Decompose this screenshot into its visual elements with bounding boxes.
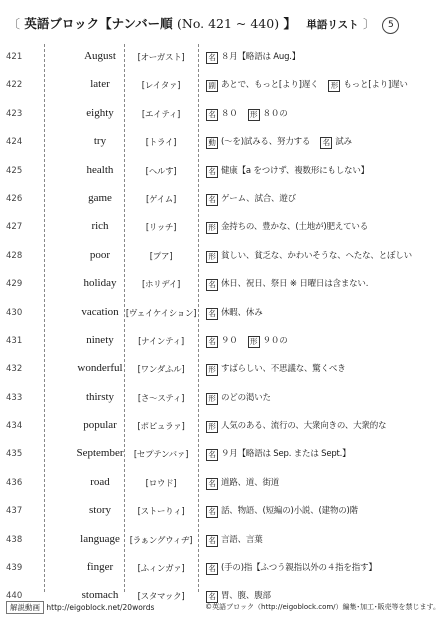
entry-number: 438: [6, 534, 23, 545]
entry-number: 432: [6, 364, 23, 375]
pos-badge: 形: [248, 109, 260, 121]
english-word: August: [84, 50, 116, 62]
pos-badge: 名: [320, 137, 332, 149]
english-word: vacation: [81, 305, 119, 318]
number-range: (No. 421 ~ 440): [177, 16, 280, 31]
entry-number: 436: [6, 477, 23, 488]
entry-number: 422: [6, 80, 23, 91]
page-footer: [6, 602, 440, 613]
english-word: later: [90, 78, 110, 91]
pos-badge: 形: [206, 222, 218, 234]
pronunciation: [ストーりィ]: [137, 507, 185, 518]
entry-number: 423: [6, 108, 23, 119]
meaning: [206, 504, 442, 518]
meaning-text: すばらしい、不思議な、驚くべき: [221, 364, 346, 375]
meaning-text: 休暇、休み: [221, 307, 263, 318]
word-row: [0, 186, 445, 214]
entry-number: 424: [6, 137, 23, 148]
entry-number: 433: [6, 392, 23, 403]
pronunciation: [ポピュラァ]: [137, 422, 185, 433]
word-row: [0, 158, 445, 186]
pos-badge: 名: [206, 449, 218, 461]
word-row: [0, 441, 445, 469]
entry-number: 426: [6, 193, 23, 204]
meaning-text-secondary: 試み: [335, 137, 352, 148]
entry-number: 428: [6, 250, 23, 261]
pronunciation: [ラぁングウィヂ]: [129, 535, 193, 546]
word-row: [0, 555, 445, 583]
word-row: [0, 385, 445, 413]
word-row: [0, 129, 445, 157]
english-word: September: [76, 447, 124, 460]
word-row: [0, 214, 445, 242]
meaning: [206, 533, 442, 547]
meaning: [206, 419, 442, 433]
meaning-text: 言語、言葉: [221, 534, 263, 545]
meaning-text: 人気のある、流行の、大衆向きの、大衆的な: [221, 421, 387, 432]
pos-badge: 動: [206, 137, 218, 149]
pronunciation: [ワンダふル]: [137, 365, 185, 376]
pos-badge: 名: [206, 535, 218, 547]
page-number-badge: 5: [382, 17, 399, 34]
meaning-text: 話、物語、(短編の)小説、(建物の)階: [221, 506, 358, 517]
word-row: [0, 271, 445, 299]
meaning-text: のどの渇いた: [221, 392, 271, 403]
pos-badge: 名: [206, 308, 218, 320]
meaning-text: 健康【a をつけず、複数形にもしない】: [221, 165, 369, 176]
meaning-text: 道路、道、街道: [221, 477, 280, 488]
entry-number: 430: [6, 307, 23, 318]
entry-number: 440: [6, 591, 23, 602]
meaning: [206, 249, 442, 263]
meaning: [206, 476, 442, 490]
pos-badge: 名: [206, 279, 218, 291]
english-word: poor: [89, 248, 111, 261]
english-word: road: [90, 475, 110, 488]
english-word: thirsty: [85, 390, 115, 403]
meaning: [206, 391, 442, 405]
meaning-text: 休日、祝日、祭日 ※ 日曜日は含まない.: [221, 279, 369, 290]
word-row: [0, 527, 445, 555]
entry-number: 425: [6, 165, 23, 176]
pos-badge: 名: [206, 166, 218, 178]
pronunciation: [リッチ]: [145, 223, 177, 234]
pos-badge: 形: [206, 393, 218, 405]
entry-number: 434: [6, 421, 23, 432]
pronunciation: [ゲイム]: [145, 194, 177, 205]
entry-number: 437: [6, 506, 23, 517]
english-word: game: [88, 191, 112, 204]
meaning: [206, 107, 442, 121]
entry-number: 427: [6, 222, 23, 233]
meaning-text: 貧しい、貧乏な、かわいそうな、へたな、とぼしい: [221, 250, 412, 261]
english-word: popular: [83, 419, 117, 432]
meaning-text: 金持ちの、豊かな、(土地が)肥えている: [221, 222, 368, 233]
word-row: [0, 413, 445, 441]
pos-badge: 名: [206, 478, 218, 490]
meaning: [206, 362, 442, 376]
pronunciation: [ホリデイ]: [141, 280, 181, 291]
word-row: [0, 300, 445, 328]
pos-badge: 名: [206, 194, 218, 206]
entry-number: 431: [6, 335, 23, 346]
meaning: [206, 164, 442, 178]
meaning: [206, 50, 442, 64]
page-title: 英語ブロック【ナンバー順: [24, 16, 173, 31]
entry-number: 435: [6, 449, 23, 460]
word-row: [0, 243, 445, 271]
header-bracket-left: 〔: [8, 17, 21, 31]
pronunciation: [トライ]: [145, 138, 177, 149]
title-close: 】: [283, 16, 296, 31]
word-row: [0, 498, 445, 526]
word-row: [0, 44, 445, 72]
pronunciation: [オーガスト]: [137, 53, 185, 63]
meaning: [206, 561, 442, 575]
pos-badge: 副: [206, 80, 218, 92]
english-word: stomach: [81, 589, 119, 602]
pronunciation: [レイタァ]: [141, 81, 181, 92]
english-word: ninety: [86, 333, 114, 346]
meaning: [206, 192, 442, 206]
pos-badge: 名: [206, 109, 218, 121]
pronunciation: [ヘルす]: [145, 166, 177, 177]
pos-badge: 名: [206, 506, 218, 518]
pronunciation: [ヴェイケイション]: [125, 308, 197, 319]
word-row: [0, 328, 445, 356]
pos-badge: 名: [206, 591, 218, 603]
pos-badge: 形: [206, 251, 218, 263]
page-header: [8, 14, 438, 38]
meaning-text: あとで、もっと[より]遅く: [221, 80, 319, 91]
entry-number: 429: [6, 279, 23, 290]
word-list: [0, 44, 445, 612]
meaning: [206, 334, 442, 348]
word-row: [0, 101, 445, 129]
english-word: try: [93, 135, 107, 148]
meaning: [206, 78, 442, 92]
pos-badge: 形: [206, 364, 218, 376]
pronunciation: [ナインティ]: [138, 336, 184, 347]
meaning: [206, 306, 442, 320]
pronunciation: [セプテンバァ]: [133, 450, 189, 461]
english-word: story: [89, 504, 111, 517]
entry-number: 421: [6, 52, 23, 62]
meaning: [206, 447, 442, 461]
pos-badge: 形: [328, 80, 340, 92]
meaning-text: ８月【略語は Aug.】: [221, 52, 301, 62]
english-word: language: [80, 532, 120, 545]
meaning-text-secondary: もっと[より]遅い: [343, 80, 408, 91]
pronunciation: [ふィンガァ]: [137, 564, 185, 575]
header-bracket-right: 〕: [362, 17, 375, 31]
english-word: health: [86, 163, 114, 176]
video-url-link[interactable]: http://eigoblock.net/20words: [46, 603, 155, 612]
meaning: [206, 135, 442, 149]
entry-number: 439: [6, 563, 23, 574]
page-subtitle: 単語リスト: [306, 19, 359, 31]
english-word: eighty: [86, 106, 114, 119]
word-row: [0, 356, 445, 384]
meaning-text: ８０: [221, 108, 238, 119]
pronunciation: [ロウド]: [145, 478, 177, 489]
meaning: [206, 277, 442, 291]
pronunciation: [スタマック]: [137, 592, 185, 603]
english-word: wonderful: [77, 362, 123, 375]
meaning-text-secondary: ８０の: [262, 108, 288, 119]
english-word: rich: [91, 220, 109, 233]
meaning: [206, 220, 442, 234]
copyright-notice: ©英語ブロック（http://eigoblock.com/）編集･加工･販売等を禁じます。: [205, 603, 440, 611]
english-word: holiday: [83, 277, 117, 290]
pos-badge: 名: [206, 52, 218, 64]
meaning-text: ９月【略語は Sep. または Sept.】: [221, 449, 351, 460]
meaning-text: 胃、腹、腹部: [221, 591, 271, 602]
pronunciation: [プア]: [149, 251, 173, 262]
meaning-text: (手の)指【ふつう親指以外の４指を指す】: [221, 563, 377, 574]
pos-badge: 名: [206, 336, 218, 348]
pos-badge: 形: [206, 421, 218, 433]
meaning-text: ゲーム、試合、遊び: [221, 193, 296, 204]
pos-badge: 形: [248, 336, 260, 348]
pronunciation: [エイティ]: [141, 109, 181, 120]
meaning-text: ９０: [221, 335, 238, 346]
pos-badge: 名: [206, 563, 218, 575]
meaning-text-secondary: ９０の: [262, 335, 288, 346]
english-word: finger: [86, 561, 114, 574]
word-row: [0, 470, 445, 498]
pronunciation: [さ～スティ]: [137, 393, 185, 404]
word-row: [0, 72, 445, 100]
video-label: 解説動画: [6, 601, 44, 614]
meaning-text: (～を)試みる、努力する: [221, 137, 311, 148]
